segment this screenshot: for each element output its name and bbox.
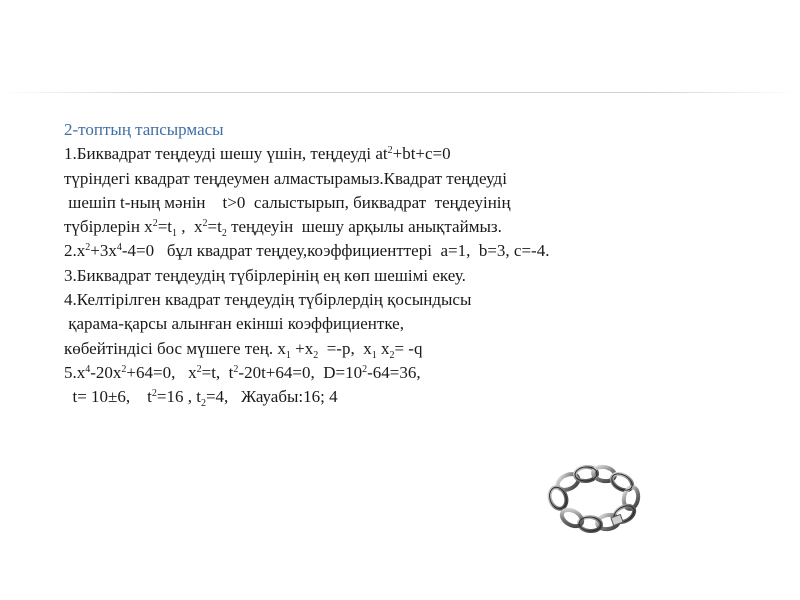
chain-bracelet-icon [538, 462, 646, 538]
text-run: -64=36, [367, 362, 421, 382]
text-run: -20x [90, 362, 122, 382]
text-run: =16 , t [156, 387, 201, 407]
text-run: , x [177, 217, 203, 237]
superscript: 4 [116, 242, 122, 254]
text-run: шешіп t-ның мәнін t>0 салыстырып, биквадрат теңдеуінің [64, 192, 511, 212]
superscript: 2 [121, 363, 127, 375]
superscript: 2 [151, 388, 157, 400]
task-line [64, 288, 764, 312]
text-run: 1.Биквадрат теңдеуді шешу үшін, теңдеуді at [64, 144, 388, 164]
task-line [64, 312, 764, 336]
text-run: 5.x [64, 362, 86, 382]
slide-title: 2-топтың тапсырмасы [64, 120, 224, 139]
text-run: қарама-қарсы алынған екінші коэффициентке, [64, 314, 404, 334]
superscript: 2 [362, 363, 368, 375]
superscript: 2 [152, 218, 158, 230]
text-run: түбірлерін x [64, 217, 153, 237]
text-run: =4, Жауабы:16; 4 [205, 387, 338, 407]
text-run: +x [290, 338, 314, 358]
subscript: 2 [200, 398, 206, 410]
text-run: +bt+c=0 [392, 144, 451, 164]
subscript: 1 [172, 228, 177, 240]
slide-content [64, 118, 764, 410]
task-line [64, 167, 764, 191]
text-run: -4=0 бұл квадрат теңдеу,коэффициенттері a=1, b=3, c=-4. [121, 241, 550, 261]
text-run: теңдеуін шешу арқылы анықтаймыз. [226, 217, 502, 237]
superscript: 2 [196, 363, 202, 375]
text-run: түріндегі квадрат теңдеумен алмастырамыз.Квадрат теңдеуді [64, 168, 507, 188]
text-run: t= 10±6, t [64, 387, 152, 407]
task-line [64, 385, 764, 409]
text-run: =t [157, 217, 172, 237]
text-run: көбейтіндісі бос мүшеге тең. x [64, 338, 286, 358]
superscript: 2 [387, 145, 393, 157]
task-line [64, 264, 764, 288]
subscript: 1 [285, 349, 291, 361]
task-line [64, 239, 764, 263]
text-run: =-p, x [318, 338, 372, 358]
subscript: 1 [371, 349, 377, 361]
text-run: +3x [90, 241, 117, 261]
text-run: 2.x [64, 241, 86, 261]
text-run: =t [207, 217, 222, 237]
subscript: 2 [221, 228, 227, 240]
text-run: 3.Биквадрат теңдеудің түбірлерінің ең көп шешімі екеу. [64, 265, 466, 285]
superscript: 2 [202, 218, 208, 230]
superscript: 2 [233, 363, 239, 375]
task-line [64, 337, 764, 361]
superscript: 2 [85, 242, 91, 254]
text-run: 4.Келтірілген квадрат теңдеудің түбірлердің қосындысы [64, 290, 472, 310]
task-line [64, 142, 764, 166]
task-line [64, 361, 764, 385]
text-run: x [376, 338, 390, 358]
subscript: 2 [313, 349, 319, 361]
task-lines [64, 142, 764, 409]
subscript: 2 [389, 349, 395, 361]
text-run: =t, t [201, 362, 234, 382]
task-line [64, 191, 764, 215]
text-run: = -q [394, 338, 423, 358]
text-run: +64=0, x [126, 362, 197, 382]
top-divider [0, 92, 800, 93]
text-run: -20t+64=0, D=10 [238, 362, 363, 382]
superscript: 4 [85, 363, 91, 375]
task-line [64, 215, 764, 239]
